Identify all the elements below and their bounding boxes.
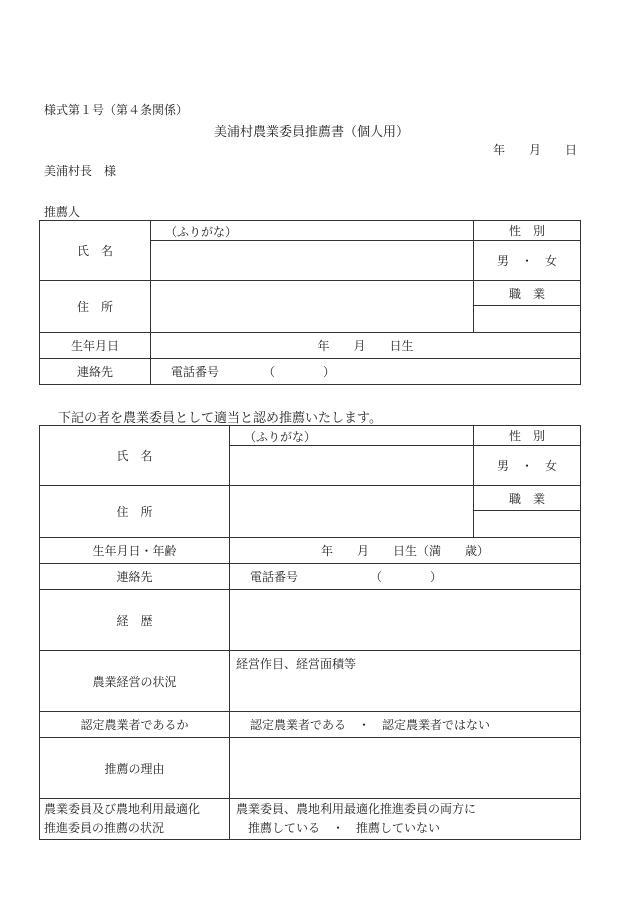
farming-field[interactable] <box>230 651 581 712</box>
gender-label: 性 別 <box>474 221 581 241</box>
document-title: 美浦村農業委員推薦書（個人用） <box>214 125 410 140</box>
career-field[interactable] <box>230 590 581 651</box>
candidate-address-field[interactable] <box>230 486 474 538</box>
dual-label-line2: 推進委員の推薦の状況 <box>44 821 165 835</box>
candidate-gender-options[interactable]: 男 ・ 女 <box>474 446 581 486</box>
career-label: 経 歴 <box>40 590 230 651</box>
phone-label: 電話番号 <box>171 365 220 379</box>
dual-recommendation-field[interactable] <box>230 799 581 840</box>
furigana-label: （ふりがな） <box>165 225 238 239</box>
certified-options[interactable]: 認定農業者である ・ 認定農業者ではない <box>230 712 581 738</box>
occupation-label: 職 業 <box>474 281 581 306</box>
candidate-contact-field[interactable] <box>230 564 581 590</box>
candidate-phone-label: 電話番号 <box>250 570 299 584</box>
name-label: 氏 名 <box>40 221 151 281</box>
dual-recommendation-label <box>40 799 230 840</box>
birth-label: 生年月日 <box>40 333 151 359</box>
occupation-field[interactable] <box>474 306 581 333</box>
candidate-address-label: 住 所 <box>40 486 230 538</box>
farming-label: 農業経営の状況 <box>40 651 230 712</box>
candidate-contact-label: 連絡先 <box>40 564 230 590</box>
birth-field[interactable] <box>151 333 581 359</box>
candidate-gender-label: 性 別 <box>474 426 581 446</box>
contact-field[interactable] <box>151 359 581 385</box>
dual-label-line1: 農業委員及び農地利用最適化 <box>44 802 201 816</box>
recommender-table <box>39 220 581 385</box>
candidate-birth-value: 年 月 日生（満 歳） <box>320 544 489 558</box>
birth-value: 年 月 日生 <box>317 339 414 353</box>
phone-paren: （ ） <box>263 365 336 379</box>
dual-value-line2[interactable]: 推薦している ・ 推薦していない <box>248 821 441 835</box>
gender-options[interactable]: 男 ・ 女 <box>474 241 581 281</box>
candidate-name-field[interactable] <box>230 446 474 486</box>
candidate-furigana-label: （ふりがな） <box>244 430 317 444</box>
recommender-heading: 推薦人 <box>44 205 81 219</box>
recommendation-statement: 下記の者を農業委員として適当と認め推薦いたします。 <box>58 411 382 426</box>
candidate-birth-label: 生年月日・年齢 <box>40 538 230 564</box>
candidate-occupation-field[interactable] <box>474 511 581 538</box>
candidate-occupation-label: 職 業 <box>474 486 581 511</box>
certified-label: 認定農業者であるか <box>40 712 230 738</box>
farming-hint: 経営作目、経営面積等 <box>236 657 357 671</box>
date-line: 年 月 日 <box>493 143 578 157</box>
candidate-birth-field[interactable] <box>230 538 581 564</box>
name-field[interactable] <box>151 241 474 281</box>
contact-label: 連絡先 <box>40 359 151 385</box>
reason-field[interactable] <box>230 738 581 799</box>
reason-label: 推薦の理由 <box>40 738 230 799</box>
candidate-table <box>39 425 581 840</box>
candidate-name-label: 氏 名 <box>40 426 230 486</box>
address-field[interactable] <box>151 281 474 333</box>
dual-value-line1: 農業委員、農地利用最適化推進委員の両方に <box>236 802 477 816</box>
address-label: 住 所 <box>40 281 151 333</box>
addressee: 美浦村長 様 <box>44 164 117 178</box>
furigana-field[interactable] <box>151 221 474 241</box>
form-number: 様式第１号（第４条関係） <box>44 103 189 117</box>
candidate-phone-paren: （ ） <box>370 570 443 584</box>
candidate-furigana-field[interactable] <box>230 426 474 446</box>
